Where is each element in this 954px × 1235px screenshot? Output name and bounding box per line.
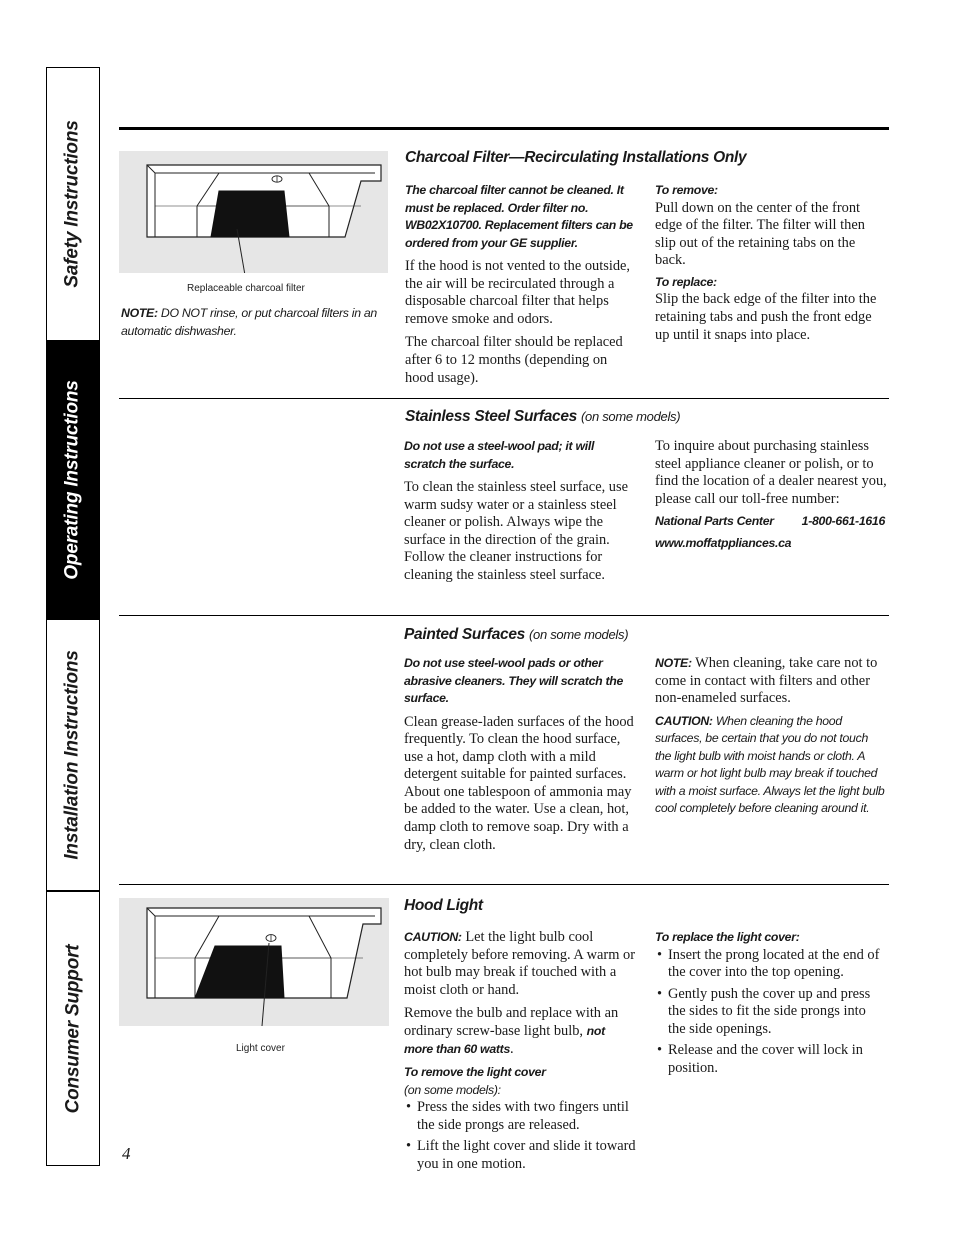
painted-subtitle: (on some models) bbox=[529, 627, 629, 642]
charcoal-warning: The charcoal filter cannot be cleaned. It must be replaced. Order filter no. WB02X10700. Replacement filters can be ordered from your GE supplier. bbox=[405, 183, 633, 250]
list-item: • Insert the prong located at the end of the cover into the top opening. bbox=[655, 947, 887, 982]
stainless-subtitle: (on some models) bbox=[581, 409, 681, 424]
list-item: • Gently push the cover up and press the sides to fit the side prongs into the side openings. bbox=[655, 986, 887, 1039]
tab-label: Consumer Support bbox=[62, 944, 84, 1113]
parts-center-label: National Parts Center bbox=[655, 514, 774, 529]
note-label: NOTE: bbox=[655, 656, 692, 670]
remove-heading: To remove: bbox=[655, 183, 718, 197]
tab-label: Operating Instructions bbox=[62, 380, 83, 580]
list-item: • Press the sides with two fingers until the side prongs are released. bbox=[404, 1099, 636, 1134]
light-cover-illustration bbox=[119, 898, 389, 1026]
charcoal-paragraph: The charcoal filter should be replaced after 6 to 12 months (depending on hood usage). bbox=[405, 334, 623, 386]
charcoal-filter-caption: Replaceable charcoal filter bbox=[187, 283, 305, 294]
painted-warning: Do not use steel-wool pads or other abrasive cleaners. They will scratch the surface. bbox=[404, 656, 624, 705]
remove-cover-heading: To remove the light cover bbox=[404, 1065, 546, 1080]
charcoal-left-column bbox=[405, 182, 637, 387]
section-sidebar bbox=[46, 67, 100, 1166]
hoodlight-bulb-paragraph bbox=[404, 1005, 636, 1058]
painted-paragraph: Clean grease-laden surfaces of the hood frequently. To clean the hood surface, use a hot, damp cloth with a mild detergent suitable for painted surfaces. About one tablespoon of ammonia may be added to the water. Use a clean, hot, damp cloth to remove soap. Dry with a dry, clean cloth. bbox=[404, 713, 634, 853]
stainless-title bbox=[405, 408, 680, 426]
note-text: When cleaning, take care not to come in contact with filters and other non-enameled surfaces. bbox=[655, 655, 878, 707]
replace-text: Slip the back edge of the filter into the retaining tabs and push the front edge up until it snaps into place. bbox=[655, 291, 877, 343]
painted-title-text: Painted Surfaces bbox=[404, 626, 525, 643]
painted-right-column bbox=[655, 655, 887, 818]
bulb-text-end: . bbox=[510, 1040, 514, 1057]
note-label: NOTE: bbox=[121, 306, 158, 320]
bulb-wattage: not more than 60 watts bbox=[404, 1023, 605, 1056]
section-divider bbox=[119, 615, 889, 616]
hoodlight-right-column bbox=[655, 929, 887, 1082]
list-item: • Lift the light cover and slide it toward you in one motion. bbox=[404, 1138, 636, 1173]
tab-installation-instructions[interactable] bbox=[47, 620, 99, 892]
stainless-left-column bbox=[404, 438, 629, 585]
replace-steps-list bbox=[655, 947, 887, 1078]
remove-steps-list bbox=[404, 1099, 636, 1173]
tab-label: Safety Instructions bbox=[62, 120, 83, 288]
caution-text: Let the light bulb cool completely before removing. A warm or hot bulb may break if touched with a moist cloth or hand. bbox=[404, 929, 635, 998]
page-number: 4 bbox=[122, 1144, 131, 1163]
list-item: • Release and the cover will lock in position. bbox=[655, 1042, 887, 1077]
charcoal-right-column bbox=[655, 182, 889, 344]
section-divider bbox=[119, 884, 889, 885]
caution-text: When cleaning the hood surfaces, be certain that you do not touch the light bulb with moist hands or cloth. A warm or hot light bulb may break if touched with a moist surface. Always let the light bulb cool completely before cleaning around it. bbox=[655, 713, 885, 816]
section-divider bbox=[119, 398, 889, 399]
replace-heading: To replace: bbox=[655, 274, 717, 289]
charcoal-paragraph: If the hood is not vented to the outside, the air will be recirculated through a disposable charcoal filter that helps remove smoke and odors. bbox=[405, 258, 631, 327]
inquire-text: To inquire about purchasing stainless steel appliance cleaner or polish, or to find the location of a dealer nearest you, please call our toll-free number: bbox=[655, 438, 887, 507]
charcoal-note bbox=[121, 305, 383, 340]
painted-title bbox=[404, 626, 628, 644]
charcoal-title: Charcoal Filter—Recirculating Installations Only bbox=[405, 149, 747, 166]
stainless-title-text: Stainless Steel Surfaces bbox=[405, 408, 578, 425]
range-hood-drawing bbox=[119, 898, 389, 1026]
tab-safety-instructions[interactable] bbox=[47, 68, 99, 342]
range-hood-drawing bbox=[119, 151, 388, 273]
website-link[interactable]: www.moffatppliances.ca bbox=[655, 535, 792, 550]
replace-cover-heading: To replace the light cover: bbox=[655, 930, 800, 944]
hoodlight-left-column bbox=[404, 929, 636, 1178]
note-text: DO NOT rinse, or put charcoal filters in an automatic dishwasher. bbox=[121, 306, 377, 338]
stainless-right-column bbox=[655, 438, 887, 552]
stainless-warning: Do not use a steel-wool pad; it will scratch the surface. bbox=[404, 439, 595, 471]
remove-text: Pull down on the center of the front edge of the filter. The filter will then slip out of the retaining tabs on the back. bbox=[655, 199, 865, 269]
painted-left-column bbox=[404, 655, 636, 854]
hoodlight-title: Hood Light bbox=[404, 897, 483, 914]
hoodlight-caution bbox=[404, 929, 636, 999]
remove-cover-sub: (on some models): bbox=[404, 1082, 501, 1097]
parts-center-line bbox=[655, 513, 887, 531]
tab-operating-instructions[interactable] bbox=[47, 342, 99, 620]
top-rule bbox=[119, 127, 889, 130]
light-cover-caption: Light cover bbox=[236, 1043, 285, 1054]
tab-consumer-support[interactable] bbox=[47, 892, 99, 1165]
parts-center-phone: 1-800-661-1616 bbox=[801, 514, 885, 529]
charcoal-filter-illustration bbox=[119, 151, 388, 273]
stainless-paragraph: To clean the stainless steel surface, use warm sudsy water or a stainless steel cleaner or polish. Always wipe the surface in the direction of the grain. Follow the cleaner instructions for cleaning the stainless steel surface. bbox=[404, 479, 628, 583]
painted-caution bbox=[655, 713, 887, 818]
caution-label: CAUTION: bbox=[655, 713, 713, 728]
bulb-text: Remove the bulb and replace with an ordinary screw-base light bulb, bbox=[404, 1005, 619, 1039]
remove-cover-subheading bbox=[404, 1082, 636, 1100]
painted-note bbox=[655, 655, 887, 708]
tab-label: Installation Instructions bbox=[62, 650, 83, 860]
caution-label: CAUTION: bbox=[404, 930, 462, 944]
